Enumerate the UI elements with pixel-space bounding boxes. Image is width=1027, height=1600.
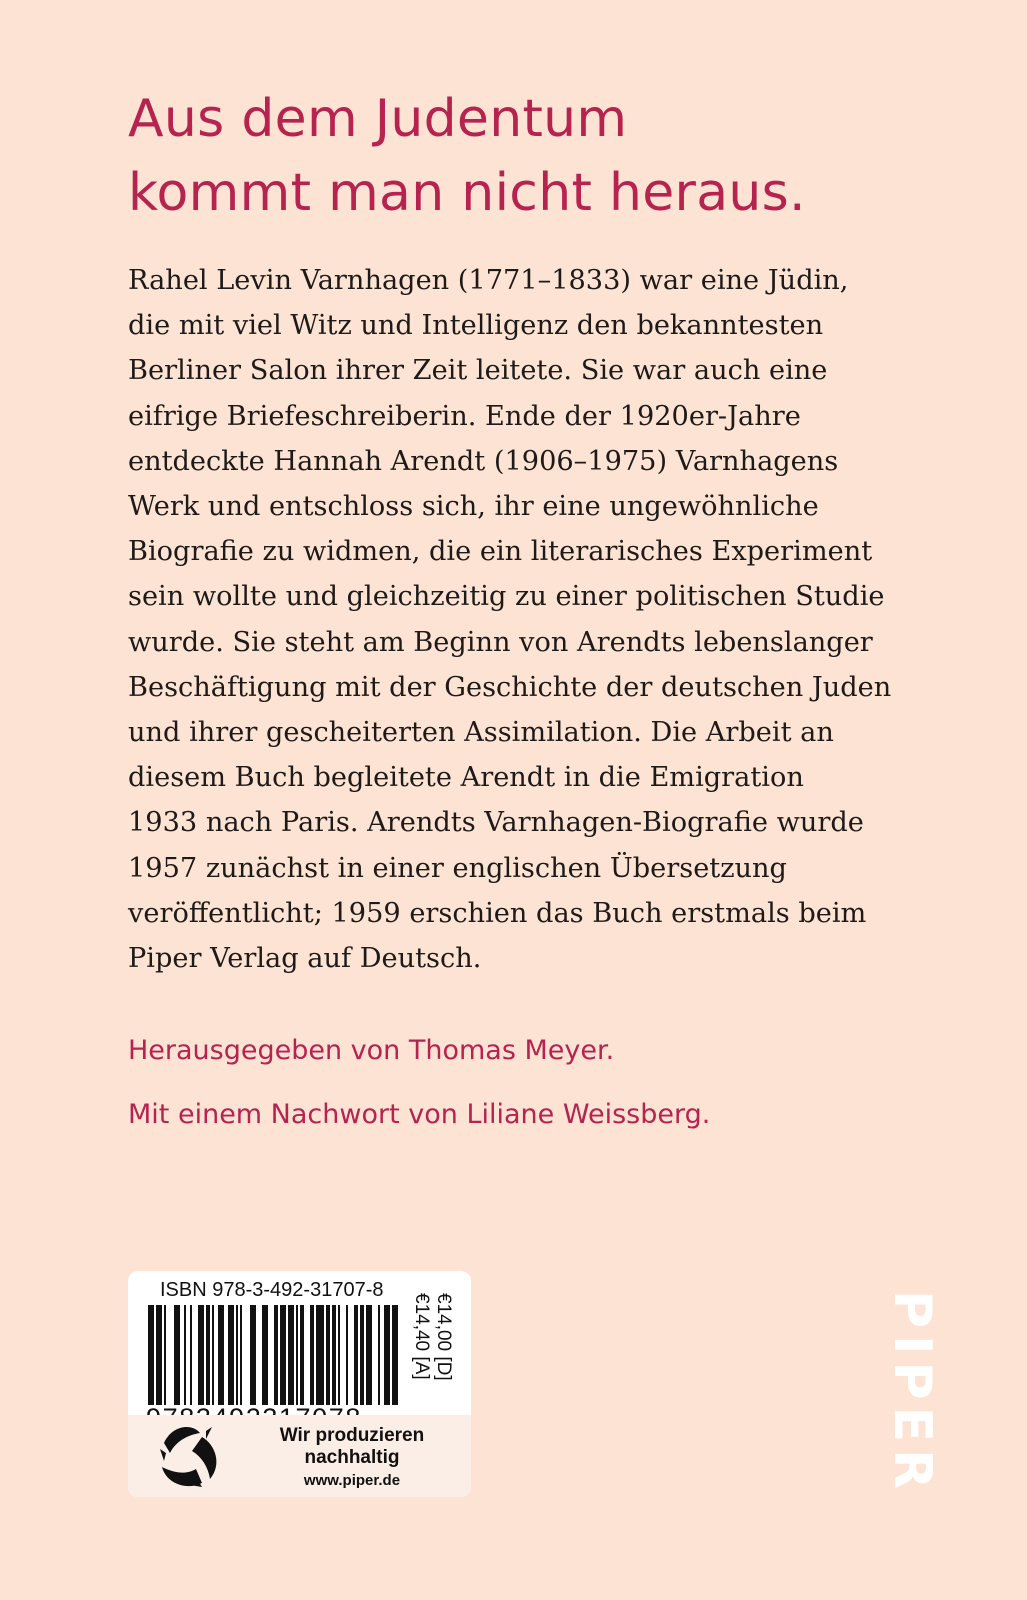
- blurb-line: die mit viel Witz und Intelligenz den bekanntesten: [128, 310, 824, 342]
- barcode-bar: [148, 1305, 154, 1405]
- publisher-logo: PIPER: [882, 1290, 942, 1497]
- blurb-text: [128, 258, 908, 981]
- blurb-line: Biografie zu widmen, die ein literarisches Experiment: [128, 536, 873, 568]
- blurb-line: 1957 zunächst in einer englischen Übersetzung: [128, 852, 787, 884]
- sustainability-badge: [128, 1415, 471, 1497]
- barcode-bar: [378, 1305, 380, 1405]
- barcode-bar: [310, 1305, 314, 1405]
- barcode-bar: [156, 1305, 162, 1405]
- headline-line: kommt man nicht heraus.: [128, 163, 806, 223]
- blurb-line: und ihrer gescheiterten Assimilation. Die Arbeit an: [128, 717, 834, 749]
- publisher-url: www.piper.de: [303, 1472, 401, 1489]
- blurb-line: 1933 nach Paris. Arendts Varnhagen-Biografie wurde: [128, 807, 864, 839]
- blurb-line: eifrige Briefeschreiberin. Ende der 1920er-Jahre: [128, 400, 801, 432]
- barcode-bar: [384, 1305, 390, 1405]
- barcode-image: [148, 1305, 398, 1405]
- barcode-bar: [164, 1305, 166, 1405]
- barcode-bar: [228, 1305, 234, 1405]
- barcode-bar: [392, 1305, 398, 1405]
- barcode-bar: [262, 1305, 268, 1405]
- blurb-line: Werk und entschloss sich, ihr eine ungewöhnliche: [128, 491, 819, 523]
- barcode-bar: [316, 1305, 324, 1405]
- barcode-bar: [338, 1305, 340, 1405]
- barcode-panel: [128, 1271, 471, 1497]
- barcode-bar: [240, 1305, 242, 1405]
- barcode-bar: [288, 1305, 294, 1405]
- sustainability-text: [252, 1425, 452, 1493]
- blurb-line: sein wollte und gleichzeitig zu einer politischen Studie: [128, 581, 885, 613]
- headline: [128, 82, 806, 230]
- isbn-label: ISBN 978-3-492-31707-8: [160, 1279, 384, 1301]
- barcode-bar: [274, 1305, 278, 1405]
- blurb-line: diesem Buch begleitete Arendt in die Emigration: [128, 762, 804, 794]
- barcode-bar: [198, 1305, 204, 1405]
- blurb-line: wurde. Sie steht am Beginn von Arendts lebenslanger: [128, 626, 873, 658]
- barcode-bar: [360, 1305, 364, 1405]
- price-austria: €14,40 [A]: [411, 1293, 432, 1380]
- barcode-bar: [332, 1305, 336, 1405]
- barcode-bar: [206, 1305, 210, 1405]
- blurb-line: Rahel Levin Varnhagen (1771–1833) war eine Jüdin,: [128, 265, 849, 296]
- barcode-bar: [236, 1305, 238, 1405]
- price-block: [406, 1293, 454, 1419]
- barcode-bar: [366, 1305, 372, 1405]
- barcode-bar: [250, 1305, 256, 1405]
- blurb-line: Berliner Salon ihrer Zeit leitete. Sie war auch eine: [128, 355, 828, 387]
- editor-credit: Herausgegeben von Thomas Meyer.: [128, 1035, 615, 1066]
- barcode-bar: [218, 1305, 224, 1405]
- barcode-bar: [354, 1305, 358, 1405]
- sustainability-line: nachhaltig: [304, 1447, 400, 1468]
- price-germany: €14,00 [D]: [433, 1293, 454, 1381]
- barcode-bar: [296, 1305, 298, 1405]
- barcode-bar: [280, 1305, 286, 1405]
- barcode-bar: [300, 1305, 304, 1405]
- sustainability-line: Wir produzieren: [279, 1425, 425, 1446]
- headline-line: Aus dem Judentum: [128, 89, 628, 149]
- blurb-line: veröffentlicht; 1959 erschien das Buch erstmals beim: [128, 897, 867, 929]
- barcode-bar: [212, 1305, 214, 1405]
- barcode-bar: [174, 1305, 180, 1405]
- barcode-bar: [190, 1305, 192, 1405]
- recycle-leaves-icon: [156, 1423, 228, 1491]
- barcode-bar: [326, 1305, 330, 1405]
- barcode-bar: [346, 1305, 348, 1405]
- afterword-credit: Mit einem Nachwort von Liliane Weissberg.: [128, 1099, 711, 1130]
- blurb-line: Piper Verlag auf Deutsch.: [128, 943, 482, 975]
- blurb-line: entdeckte Hannah Arendt (1906–1975) Varnhagens: [128, 445, 839, 477]
- blurb-line: Beschäftigung mit der Geschichte der deutschen Juden: [128, 671, 892, 703]
- barcode-bar: [184, 1305, 186, 1405]
